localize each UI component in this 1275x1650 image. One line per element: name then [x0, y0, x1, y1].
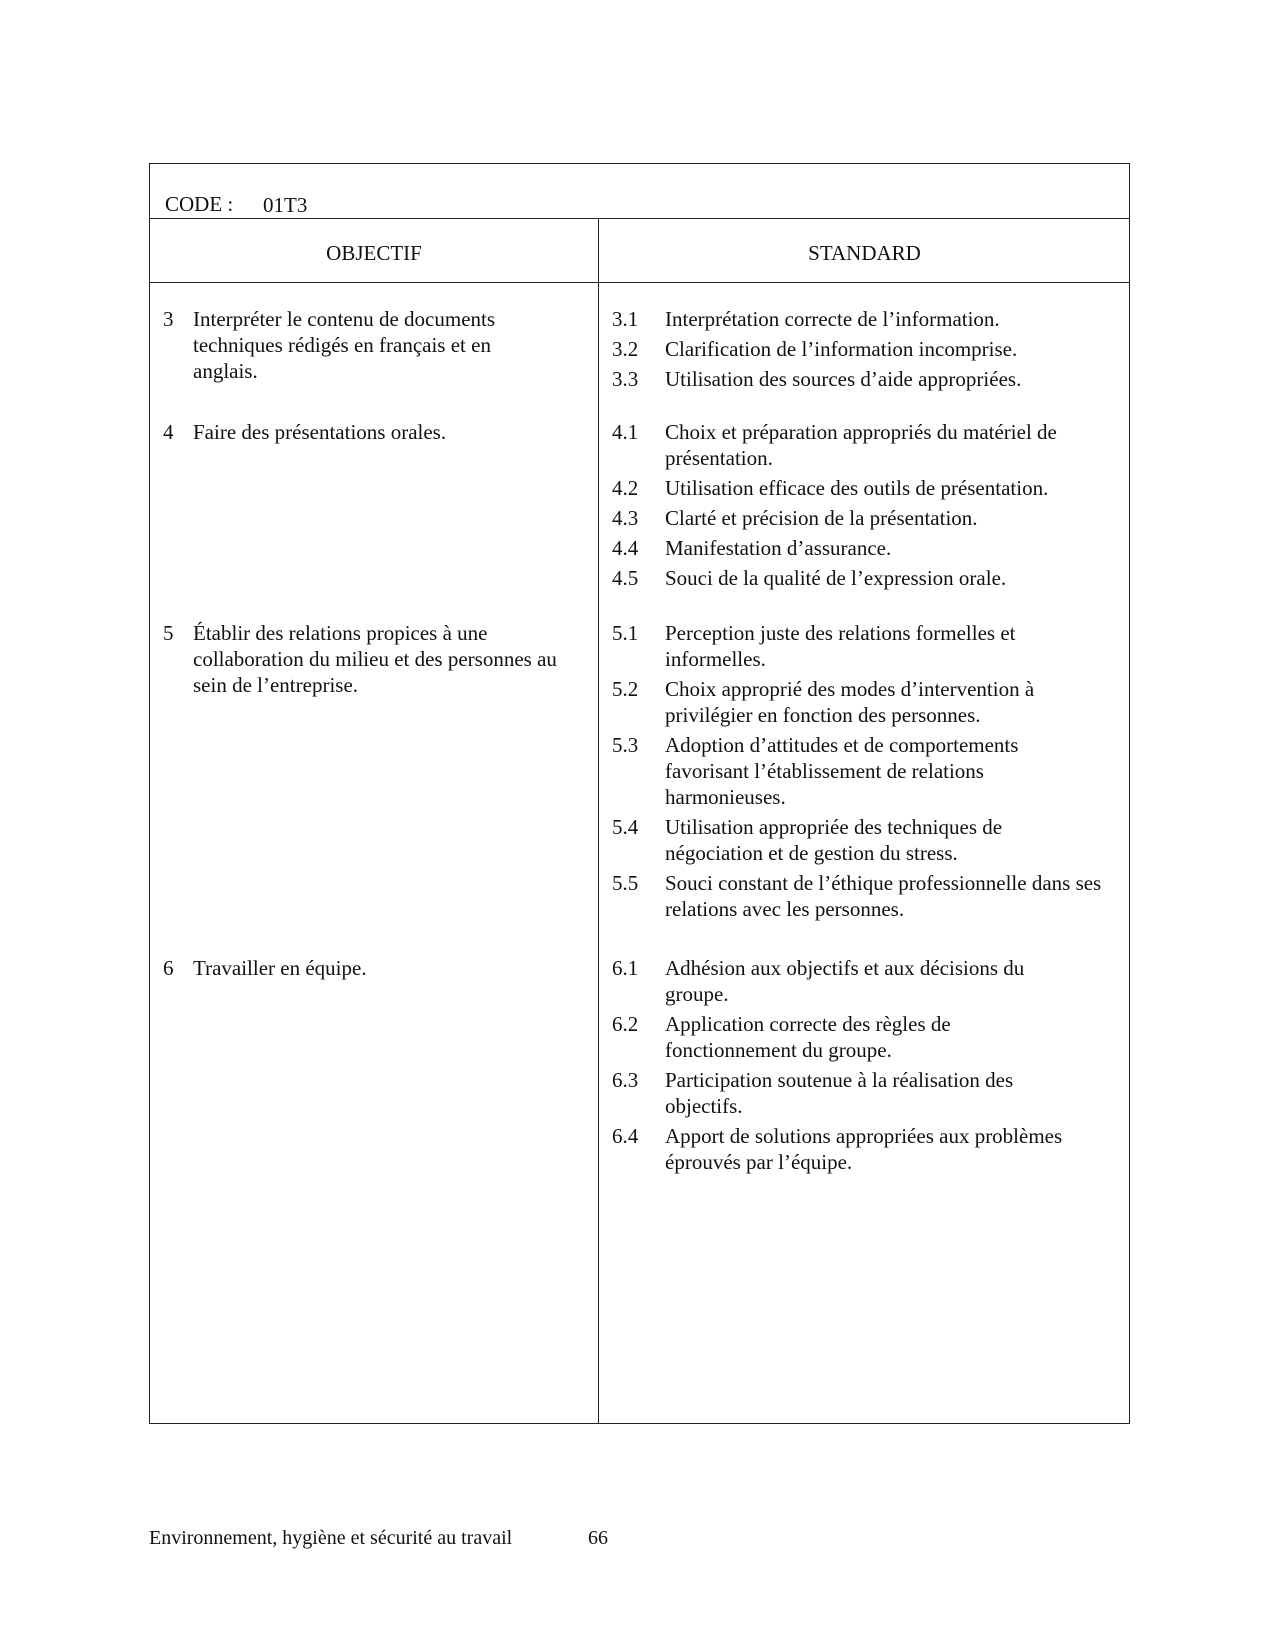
objective-item [163, 620, 583, 698]
standard-item [612, 475, 1262, 501]
standard-text: Utilisation des sources d’aide appropriées. [665, 367, 1022, 391]
objective-column-header: OBJECTIF [326, 241, 422, 265]
objective-item [163, 419, 583, 445]
objective-item [163, 306, 583, 384]
standard-text: Clarté et précision de la présentation. [665, 506, 978, 530]
standard-number: 5.4 [612, 815, 639, 839]
standard-text: Clarification de l’information incomprise. [665, 337, 1018, 361]
standard-number: 6.2 [612, 1012, 639, 1036]
standard-text: Choix approprié des modes d’intervention à privilégier en fonction des personnes. [665, 677, 1035, 727]
standard-item [612, 955, 1262, 1007]
column-divider [598, 219, 599, 1423]
standard-text: Participation soutenue à la réalisation des objectifs. [665, 1068, 1014, 1118]
standard-number: 3.3 [612, 367, 639, 391]
standard-number: 4.4 [612, 536, 639, 560]
column-headers [150, 219, 1129, 283]
standard-group [612, 419, 1262, 595]
standard-item [612, 535, 1262, 561]
standard-text: Manifestation d’assurance. [665, 536, 892, 560]
objective-number: 6 [163, 956, 174, 980]
standard-item [612, 1067, 1262, 1119]
objective-text: Travailler en équipe. [193, 956, 367, 980]
objective-number: 5 [163, 621, 174, 645]
standard-number: 4.1 [612, 420, 639, 444]
standard-text: Adoption d’attitudes et de comportements favorisant l’établissement de relations harmonieuses. [665, 733, 1019, 809]
standard-text: Adhésion aux objectifs et aux décisions du groupe. [665, 956, 1025, 1006]
objective-text: Interpréter le contenu de documents techniques rédigés en français et en anglais. [193, 307, 496, 383]
standard-number: 4.5 [612, 566, 639, 590]
standard-number: 5.2 [612, 677, 639, 701]
standard-number: 3.2 [612, 337, 639, 361]
standard-item [612, 306, 1262, 332]
standard-item [612, 366, 1262, 392]
objective-item [163, 955, 583, 981]
standard-group [612, 955, 1262, 1179]
code-value: 01T3 [263, 193, 308, 217]
standard-text: Apport de solutions appropriées aux problèmes éprouvés par l’équipe. [665, 1124, 1063, 1174]
code-label: CODE : [165, 192, 234, 216]
standard-number: 6.1 [612, 956, 639, 980]
standard-item [612, 336, 1262, 362]
code-row [150, 164, 1129, 219]
standard-number: 3.1 [612, 307, 639, 331]
objective-text: Faire des présentations orales. [193, 420, 447, 444]
standard-text: Choix et préparation appropriés du matériel de présentation. [665, 420, 1057, 470]
objective-number: 4 [163, 420, 174, 444]
standard-column-header: STANDARD [808, 241, 921, 265]
standard-number: 5.3 [612, 733, 639, 757]
footer-document-title: Environnement, hygiène et sécurité au travail [149, 1527, 513, 1549]
standard-item [612, 1123, 1262, 1175]
standard-number: 4.3 [612, 506, 639, 530]
standard-item [612, 870, 1262, 922]
standard-group [612, 306, 1262, 396]
standard-item [612, 505, 1262, 531]
objective-number: 3 [163, 307, 174, 331]
standard-text: Utilisation efficace des outils de présentation. [665, 476, 1049, 500]
standard-text: Application correcte des règles de fonctionnement du groupe. [665, 1012, 951, 1062]
standard-number: 6.3 [612, 1068, 639, 1092]
standard-item [612, 814, 1262, 866]
standard-item [612, 676, 1262, 728]
standard-item [612, 565, 1262, 591]
standard-number: 4.2 [612, 476, 639, 500]
standard-group [612, 620, 1262, 926]
standard-item [612, 1011, 1262, 1063]
standard-number: 5.5 [612, 871, 639, 895]
standard-text: Perception juste des relations formelles et informelles. [665, 621, 1016, 671]
page-number: 66 [588, 1527, 608, 1549]
standard-item [612, 419, 1262, 471]
objective-text: Établir des relations propices à une collaboration du milieu et des personnes au sein de l’entreprise. [193, 621, 557, 697]
standard-text: Utilisation appropriée des techniques de négociation et de gestion du stress. [665, 815, 1003, 865]
standard-item [612, 732, 1262, 810]
standard-text: Interprétation correcte de l’information. [665, 307, 1000, 331]
competency-table [149, 163, 1130, 1424]
standard-item [612, 620, 1262, 672]
standard-text: Souci de la qualité de l’expression orale. [665, 566, 1007, 590]
standard-number: 5.1 [612, 621, 639, 645]
standard-text: Souci constant de l’éthique professionnelle dans ses relations avec les personnes. [665, 871, 1102, 921]
standard-number: 6.4 [612, 1124, 639, 1148]
